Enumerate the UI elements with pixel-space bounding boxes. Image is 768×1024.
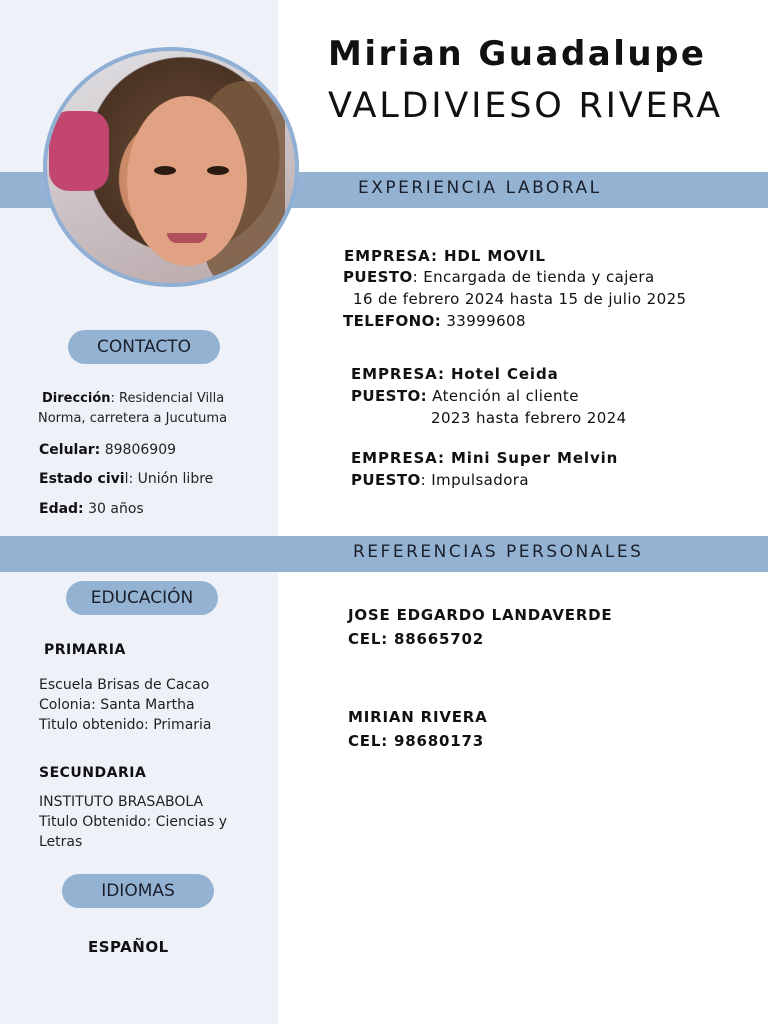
secondary-line-3: Letras — [39, 834, 83, 850]
exp-1-company: EMPRESA: HDL MOVIL — [344, 247, 546, 265]
first-names: Mirian Guadalupe — [328, 34, 707, 74]
exp-2-position: PUESTO: Atención al cliente — [351, 387, 579, 405]
exp-3-company: EMPRESA: Mini Super Melvin — [351, 449, 619, 467]
ref-1-name: JOSE EDGARDO LANDAVERDE — [348, 606, 613, 624]
age-line: Edad: 30 años — [39, 501, 144, 517]
primary-line-2: Colonia: Santa Martha — [39, 697, 195, 713]
profile-photo — [43, 47, 299, 287]
primary-line-1: Escuela Brisas de Cacao — [39, 677, 210, 693]
education-pill: EDUCACIÓN — [66, 581, 218, 615]
ref-2-name: MIRIAN RIVERA — [348, 708, 488, 726]
civil-status-line: Estado civil: Unión libre — [39, 471, 214, 487]
exp-2-company: EMPRESA: Hotel Ceida — [351, 365, 559, 383]
exp-1-phone: TELEFONO: 33999608 — [343, 312, 526, 330]
secondary-line-2: Titulo Obtenido: Ciencias y — [39, 814, 228, 830]
secondary-line-1: INSTITUTO BRASABOLA — [39, 794, 204, 810]
phone-line: Celular: 89806909 — [39, 442, 177, 458]
language-item: ESPAÑOL — [88, 938, 169, 956]
primary-line-3: Titulo obtenido: Primaria — [39, 717, 212, 733]
last-names: VALDIVIESO RIVERA — [328, 86, 723, 126]
ref-1-phone: CEL: 88665702 — [348, 630, 484, 648]
exp-1-position: PUESTO: Encargada de tienda y cajera — [343, 268, 655, 286]
contact-pill: CONTACTO — [68, 330, 220, 364]
address-line-2: Norma, carretera a Jucutuma — [38, 411, 228, 426]
ref-2-phone: CEL: 98680173 — [348, 732, 484, 750]
references-band — [0, 536, 768, 572]
experience-title: EXPERIENCIA LABORAL — [358, 178, 602, 198]
secondary-title: SECUNDARIA — [39, 765, 147, 781]
exp-2-dates: 2023 hasta febrero 2024 — [431, 409, 627, 427]
languages-pill: IDIOMAS — [62, 874, 214, 908]
references-title: REFERENCIAS PERSONALES — [353, 542, 644, 562]
address-line-1: Dirección: Residencial Villa — [42, 391, 225, 406]
exp-1-dates: 16 de febrero 2024 hasta 15 de julio 2025 — [353, 290, 687, 308]
exp-3-position: PUESTO: Impulsadora — [351, 471, 529, 489]
primary-title: PRIMARIA — [44, 642, 126, 658]
